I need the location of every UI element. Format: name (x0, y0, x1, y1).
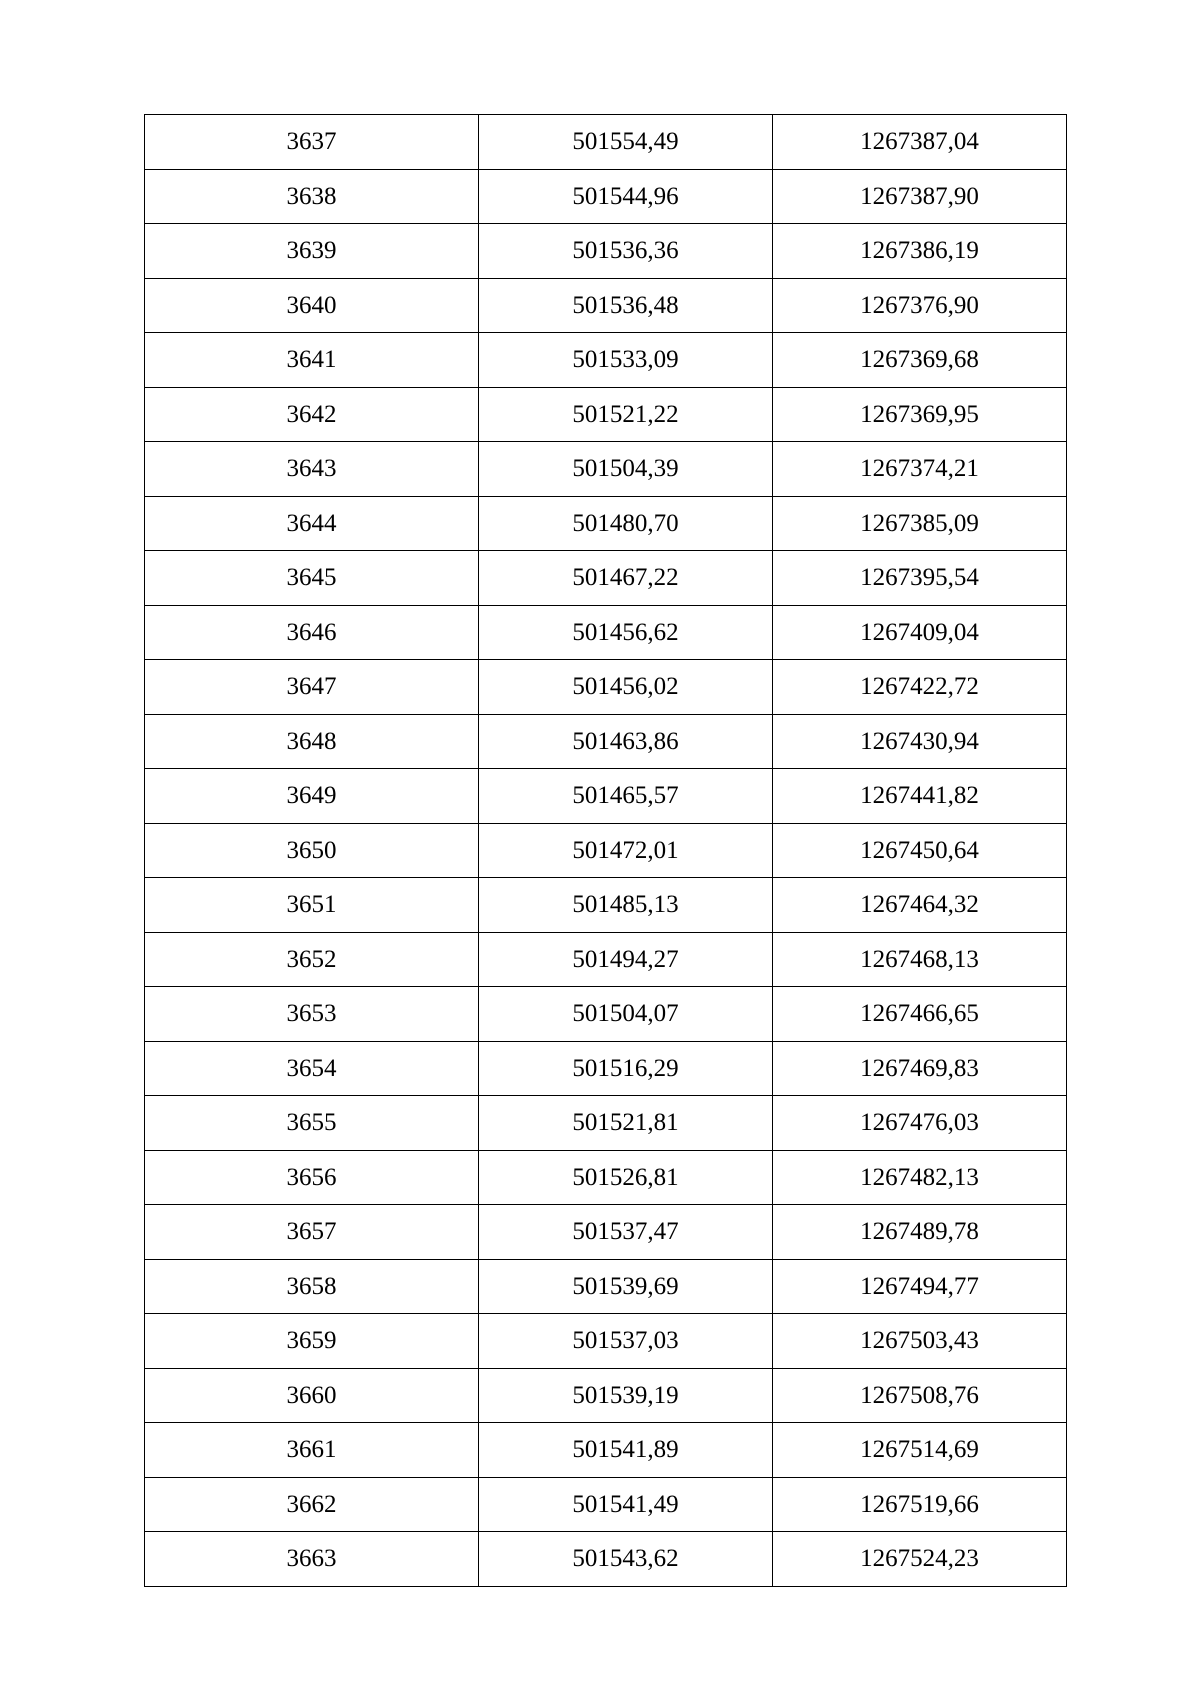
point-number-cell: 3663 (145, 1532, 479, 1587)
y-coordinate-cell: 1267508,76 (773, 1368, 1067, 1423)
point-number-cell: 3662 (145, 1477, 479, 1532)
point-number-cell: 3650 (145, 823, 479, 878)
table-row (145, 169, 1067, 224)
x-coordinate-cell: 501536,48 (479, 278, 773, 333)
x-coordinate-cell: 501494,27 (479, 932, 773, 987)
x-coordinate-cell: 501521,81 (479, 1096, 773, 1151)
y-coordinate-cell: 1267395,54 (773, 551, 1067, 606)
y-coordinate-cell: 1267369,68 (773, 333, 1067, 388)
table-row (145, 333, 1067, 388)
point-number-cell: 3648 (145, 714, 479, 769)
x-coordinate-cell: 501465,57 (479, 769, 773, 824)
table-row (145, 1205, 1067, 1260)
point-number-cell: 3643 (145, 442, 479, 497)
point-number-cell: 3652 (145, 932, 479, 987)
table-row (145, 605, 1067, 660)
y-coordinate-cell: 1267468,13 (773, 932, 1067, 987)
point-number-cell: 3638 (145, 169, 479, 224)
point-number-cell: 3659 (145, 1314, 479, 1369)
point-number-cell: 3642 (145, 387, 479, 442)
point-number-cell: 3646 (145, 605, 479, 660)
x-coordinate-cell: 501485,13 (479, 878, 773, 933)
point-number-cell: 3644 (145, 496, 479, 551)
y-coordinate-cell: 1267387,90 (773, 169, 1067, 224)
table-row (145, 1150, 1067, 1205)
x-coordinate-cell: 501521,22 (479, 387, 773, 442)
y-coordinate-cell: 1267464,32 (773, 878, 1067, 933)
x-coordinate-cell: 501533,09 (479, 333, 773, 388)
coordinates-table-body (145, 115, 1067, 1587)
point-number-cell: 3639 (145, 224, 479, 279)
x-coordinate-cell: 501539,19 (479, 1368, 773, 1423)
y-coordinate-cell: 1267524,23 (773, 1532, 1067, 1587)
x-coordinate-cell: 501504,07 (479, 987, 773, 1042)
point-number-cell: 3640 (145, 278, 479, 333)
point-number-cell: 3651 (145, 878, 479, 933)
y-coordinate-cell: 1267386,19 (773, 224, 1067, 279)
point-number-cell: 3637 (145, 115, 479, 170)
table-row (145, 1532, 1067, 1587)
y-coordinate-cell: 1267441,82 (773, 769, 1067, 824)
point-number-cell: 3661 (145, 1423, 479, 1478)
y-coordinate-cell: 1267374,21 (773, 442, 1067, 497)
y-coordinate-cell: 1267482,13 (773, 1150, 1067, 1205)
y-coordinate-cell: 1267476,03 (773, 1096, 1067, 1151)
y-coordinate-cell: 1267466,65 (773, 987, 1067, 1042)
point-number-cell: 3649 (145, 769, 479, 824)
y-coordinate-cell: 1267376,90 (773, 278, 1067, 333)
point-number-cell: 3657 (145, 1205, 479, 1260)
x-coordinate-cell: 501539,69 (479, 1259, 773, 1314)
y-coordinate-cell: 1267422,72 (773, 660, 1067, 715)
table-row (145, 1423, 1067, 1478)
y-coordinate-cell: 1267503,43 (773, 1314, 1067, 1369)
x-coordinate-cell: 501463,86 (479, 714, 773, 769)
x-coordinate-cell: 501526,81 (479, 1150, 773, 1205)
table-row (145, 714, 1067, 769)
y-coordinate-cell: 1267519,66 (773, 1477, 1067, 1532)
table-row (145, 660, 1067, 715)
x-coordinate-cell: 501516,29 (479, 1041, 773, 1096)
x-coordinate-cell: 501456,62 (479, 605, 773, 660)
x-coordinate-cell: 501537,03 (479, 1314, 773, 1369)
table-row (145, 387, 1067, 442)
table-row (145, 932, 1067, 987)
table-row (145, 551, 1067, 606)
table-row (145, 115, 1067, 170)
x-coordinate-cell: 501472,01 (479, 823, 773, 878)
point-number-cell: 3655 (145, 1096, 479, 1151)
table-row (145, 442, 1067, 497)
point-number-cell: 3658 (145, 1259, 479, 1314)
point-number-cell: 3641 (145, 333, 479, 388)
point-number-cell: 3654 (145, 1041, 479, 1096)
y-coordinate-cell: 1267469,83 (773, 1041, 1067, 1096)
table-row (145, 823, 1067, 878)
x-coordinate-cell: 501536,36 (479, 224, 773, 279)
table-row (145, 1368, 1067, 1423)
x-coordinate-cell: 501541,89 (479, 1423, 773, 1478)
y-coordinate-cell: 1267385,09 (773, 496, 1067, 551)
table-row (145, 987, 1067, 1042)
table-row (145, 1096, 1067, 1151)
table-row (145, 769, 1067, 824)
y-coordinate-cell: 1267369,95 (773, 387, 1067, 442)
table-row (145, 224, 1067, 279)
y-coordinate-cell: 1267494,77 (773, 1259, 1067, 1314)
x-coordinate-cell: 501544,96 (479, 169, 773, 224)
y-coordinate-cell: 1267387,04 (773, 115, 1067, 170)
coordinates-table (144, 114, 1067, 1587)
table-row (145, 496, 1067, 551)
point-number-cell: 3660 (145, 1368, 479, 1423)
x-coordinate-cell: 501456,02 (479, 660, 773, 715)
point-number-cell: 3656 (145, 1150, 479, 1205)
table-row (145, 1259, 1067, 1314)
table-row (145, 1314, 1067, 1369)
x-coordinate-cell: 501554,49 (479, 115, 773, 170)
table-row (145, 1041, 1067, 1096)
point-number-cell: 3647 (145, 660, 479, 715)
x-coordinate-cell: 501504,39 (479, 442, 773, 497)
table-row (145, 1477, 1067, 1532)
x-coordinate-cell: 501467,22 (479, 551, 773, 606)
y-coordinate-cell: 1267489,78 (773, 1205, 1067, 1260)
y-coordinate-cell: 1267430,94 (773, 714, 1067, 769)
point-number-cell: 3653 (145, 987, 479, 1042)
x-coordinate-cell: 501543,62 (479, 1532, 773, 1587)
x-coordinate-cell: 501541,49 (479, 1477, 773, 1532)
x-coordinate-cell: 501537,47 (479, 1205, 773, 1260)
point-number-cell: 3645 (145, 551, 479, 606)
y-coordinate-cell: 1267450,64 (773, 823, 1067, 878)
y-coordinate-cell: 1267514,69 (773, 1423, 1067, 1478)
x-coordinate-cell: 501480,70 (479, 496, 773, 551)
table-row (145, 878, 1067, 933)
y-coordinate-cell: 1267409,04 (773, 605, 1067, 660)
table-row (145, 278, 1067, 333)
